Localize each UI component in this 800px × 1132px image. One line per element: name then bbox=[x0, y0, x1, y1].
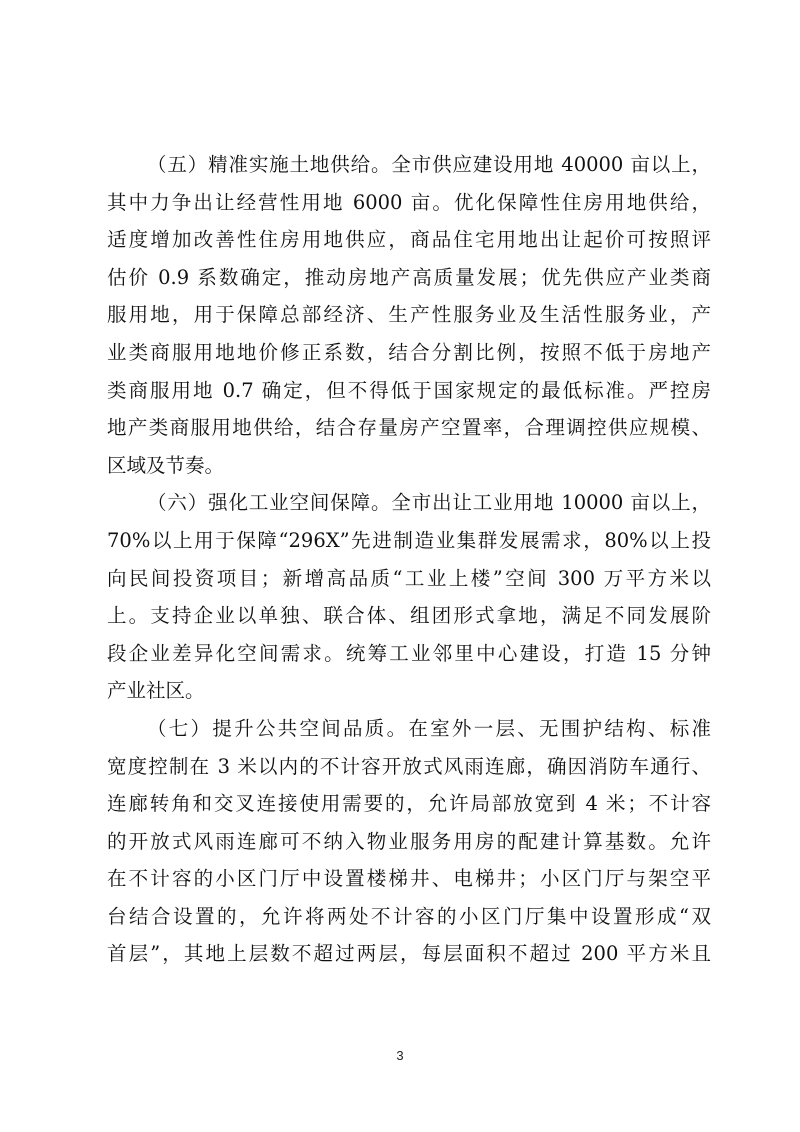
paragraph-line: 区域及节奏。 bbox=[107, 453, 225, 477]
paragraph-line: （六）强化工业空间保障。全市出让工业用地 10000 亩以上， bbox=[147, 491, 711, 515]
paragraph-line: 估价 0.9 系数确定，推动房地产高质量发展；优先供应产业类商 bbox=[107, 265, 711, 289]
paragraph-line: 类商服用地 0.7 确定，但不得低于国家规定的最低标准。严控房 bbox=[107, 378, 711, 402]
paragraph-line: 台结合设置的，允许将两处不计容的小区门厅集中设置形成“双 bbox=[107, 904, 711, 928]
paragraph-line: 向民间投资项目；新增高品质“工业上楼”空间 300 万平方米以 bbox=[107, 566, 711, 590]
paragraph-line: （七）提升公共空间品质。在室外一层、无围护结构、标准 bbox=[147, 716, 711, 740]
page-number: 3 bbox=[396, 1048, 404, 1063]
paragraph-line: 其中力争出让经营性用地 6000 亩。优化保障性住房用地供给， bbox=[107, 190, 711, 214]
paragraph-line: 首层”，其地上层数不超过两层，每层面积不超过 200 平方米且 bbox=[107, 942, 711, 966]
paragraph-line: 服用地，用于保障总部经济、生产性服务业及生活性服务业，产 bbox=[107, 303, 711, 327]
paragraph-line: 在不计容的小区门厅中设置楼梯井、电梯井；小区门厅与架空平 bbox=[107, 867, 711, 891]
paragraph bbox=[107, 710, 711, 973]
body-text bbox=[107, 146, 711, 973]
paragraph-line: 70%以上用于保障“296X”先进制造业集群发展需求，80%以上投 bbox=[107, 528, 711, 552]
paragraph-line: 适度增加改善性住房用地供应，商品住宅用地出让起价可按照评 bbox=[107, 228, 711, 252]
paragraph-line: 段企业差异化空间需求。统筹工业邻里中心建设，打造 15 分钟 bbox=[107, 641, 711, 665]
paragraph-line: 的开放式风雨连廊可不纳入物业服务用房的配建计算基数。允许 bbox=[107, 829, 711, 853]
paragraph-line: （五）精准实施土地供给。全市供应建设用地 40000 亩以上， bbox=[147, 153, 711, 176]
paragraph-line: 产业社区。 bbox=[107, 679, 205, 703]
paragraph-line: 连廊转角和交叉连接使用需要的，允许局部放宽到 4 米；不计容 bbox=[107, 792, 711, 816]
paragraph bbox=[107, 484, 711, 710]
paragraph-line: 业类商服用地地价修正系数，结合分割比例，按照不低于房地产 bbox=[107, 340, 711, 364]
paragraph bbox=[107, 146, 711, 484]
paragraph-line: 宽度控制在 3 米以内的不计容开放式风雨连廊，确因消防车通行、 bbox=[107, 754, 711, 778]
paragraph-line: 上。支持企业以单独、联合体、组团形式拿地，满足不同发展阶 bbox=[107, 604, 711, 628]
paragraph-line: 地产类商服用地供给，结合存量房产空置率，合理调控供应规模、 bbox=[107, 416, 711, 440]
